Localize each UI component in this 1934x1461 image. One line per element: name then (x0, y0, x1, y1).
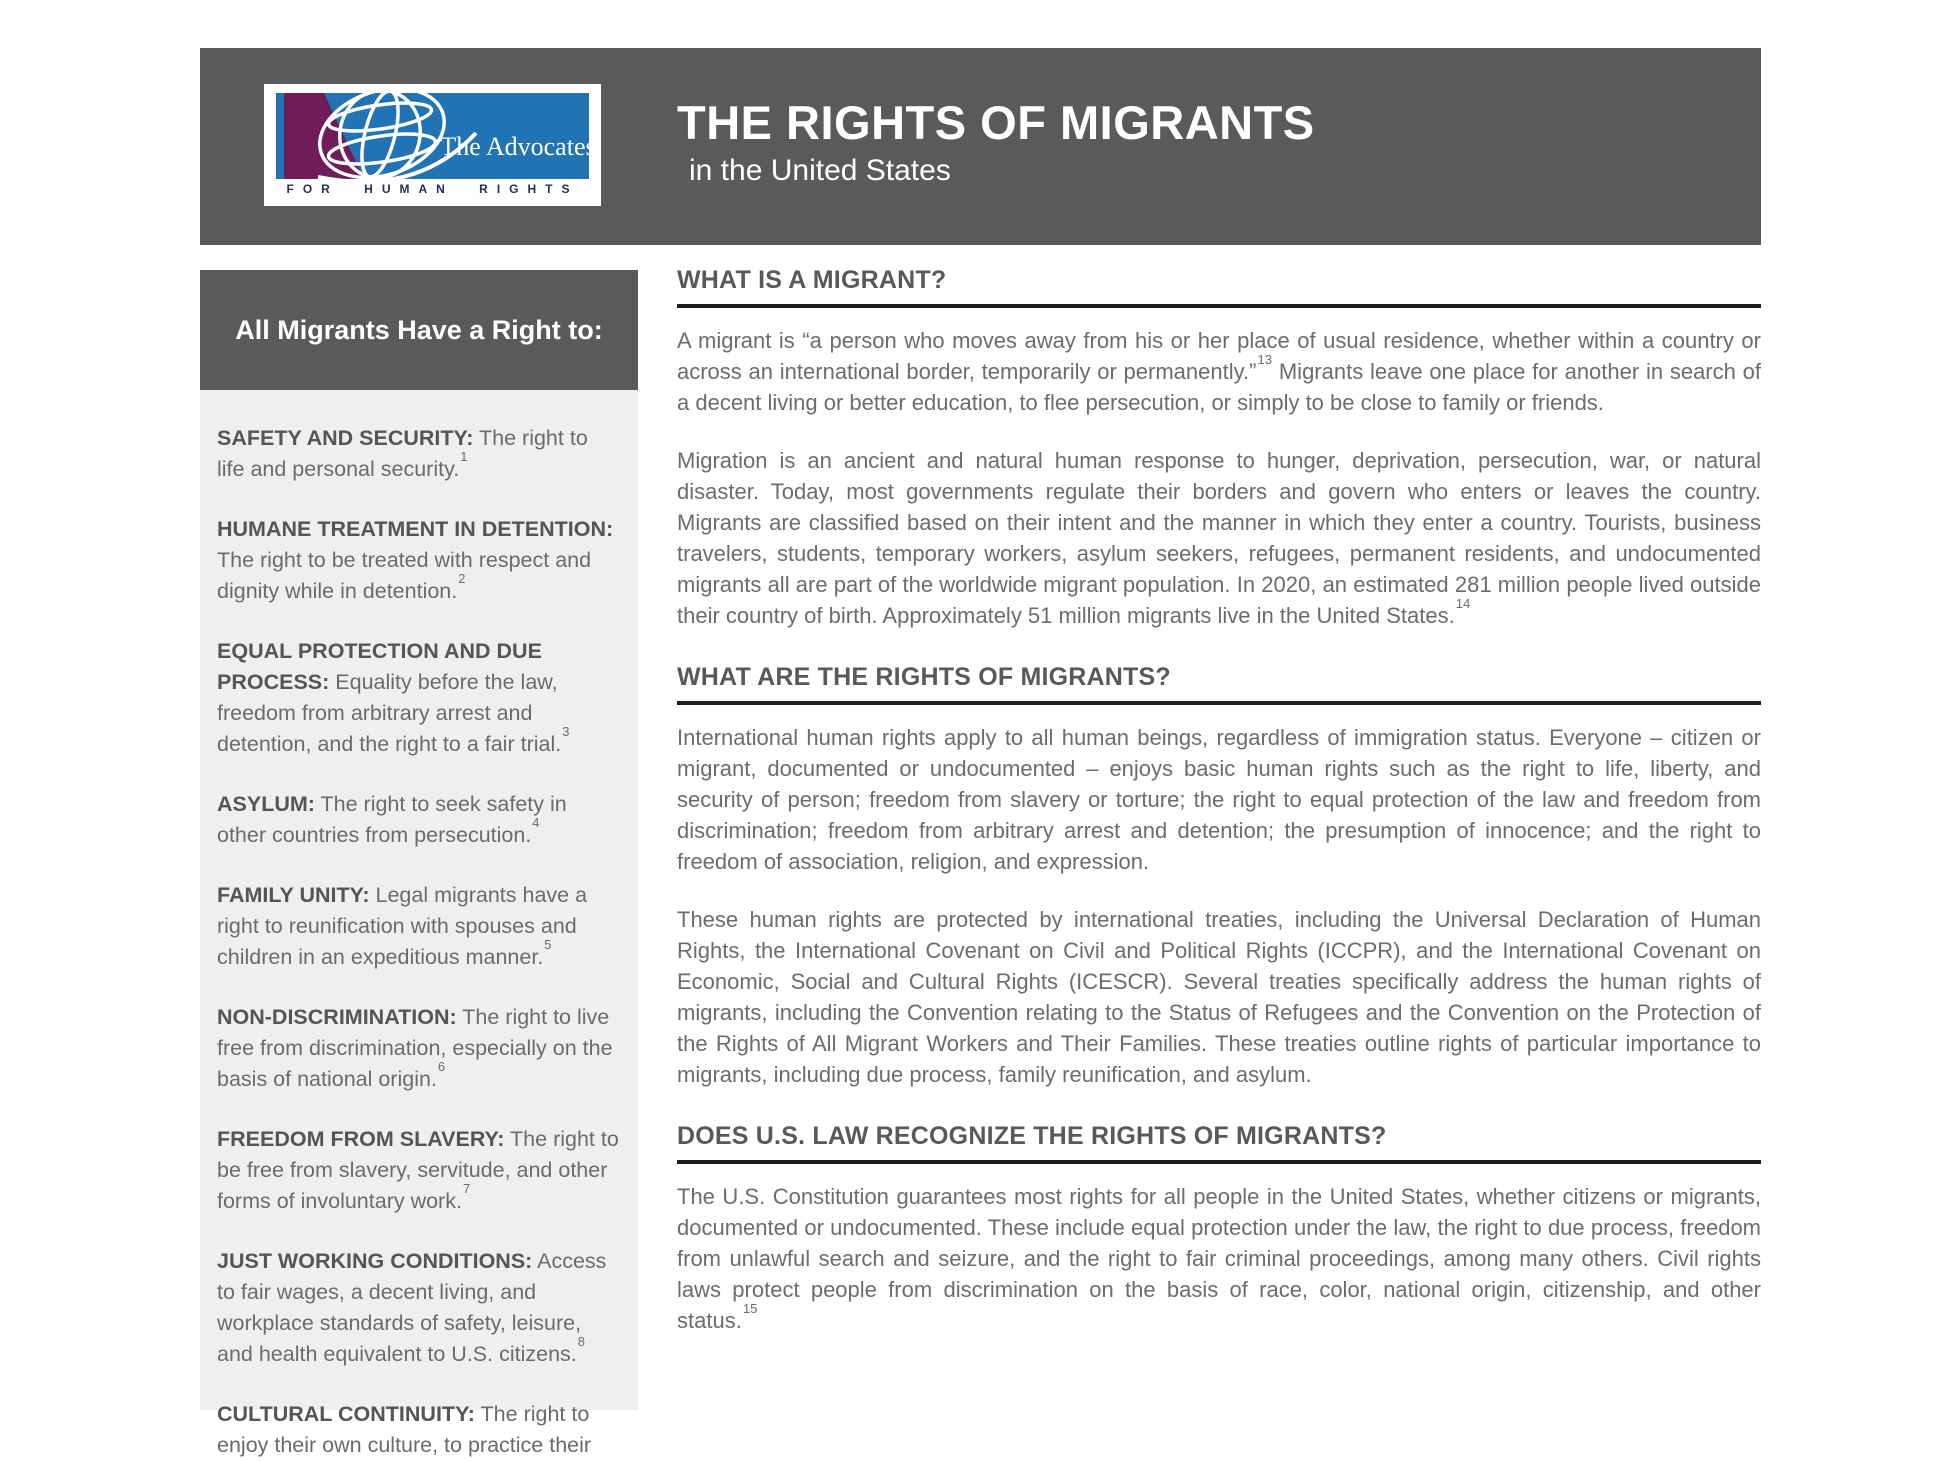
right-label: FAMILY UNITY: (217, 883, 370, 907)
footnote-reference: 13 (1257, 352, 1273, 368)
footnote-reference: 6 (437, 1059, 446, 1075)
right-label: EQUAL PROTECTION AND DUE PROCESS: (217, 639, 542, 694)
right-label: CULTURAL CONTINUITY: (217, 1402, 475, 1426)
section-heading: DOES U.S. LAW RECOGNIZE THE RIGHTS OF MIGRANTS? (677, 1122, 1761, 1164)
right-text: Equality before the law, freedom from arbitrary arrest and detention, and the right to a fair trial. (217, 670, 562, 756)
advocates-logo (264, 84, 601, 206)
rights-list-item (217, 1002, 620, 1095)
footnote-reference: 5 (544, 937, 552, 953)
rights-list-item (217, 514, 620, 607)
rights-list-item (217, 1246, 620, 1370)
rights-list-item (217, 880, 620, 973)
document-section (677, 266, 1761, 631)
section-heading: WHAT IS A MIGRANT? (677, 266, 1761, 308)
footnote-reference: 3 (562, 724, 570, 740)
body-paragraph: International human rights apply to all human beings, regardless of immigration status. Everyone – citizen or migrant, documented or undocumented – enjoys basic human rights such as the right to life, liberty, and security of person; freedom from slavery or torture; the right to equal protection of the law and freedom from discrimination; freedom from arbitrary arrest and detention; the presumption of innocence; and the right to freedom of association, religion, and expression. (677, 725, 1761, 874)
footnote-reference: 15 (742, 1301, 758, 1317)
right-label: SAFETY AND SECURITY: (217, 426, 474, 450)
rights-list (200, 390, 638, 1457)
footnote-reference: 1 (460, 449, 468, 465)
page-title: THE RIGHTS OF MIGRANTS (677, 96, 1315, 149)
right-text: The right to be treated with respect and dignity while in detention. (217, 548, 592, 603)
body-paragraph: The U.S. Constitution guarantees most rights for all people in the United States, whether citizens or migrants, documented or undocumented. These include equal protection under the law, the right to due process, freedom from unlawful search and seizure, and the right to fair criminal proceedings, among many others. Civil rights laws protect people from discrimination on the basis of race, color, national origin, citizenship, and other status.$^{15}$ (677, 1184, 1761, 1333)
rights-list-item (217, 1399, 620, 1461)
right-text: The right to life and personal security. (217, 426, 588, 481)
right-label: ASYLUM: (217, 792, 315, 816)
right-text: Access to fair wages, a decent living, and workplace standards of safety, leisure, and health equivalent to U.S. citizens. (217, 1249, 607, 1366)
footnote-reference: 2 (458, 571, 466, 587)
sidebar-header (200, 270, 638, 390)
right-text: The right to seek safety in other countries from persecution. (217, 792, 567, 847)
rights-list-item (217, 789, 620, 851)
sidebar (200, 270, 638, 1457)
right-label: HUMANE TREATMENT IN DETENTION: (217, 517, 614, 541)
logo-artwork (276, 93, 596, 179)
footnote-reference: 7 (462, 1181, 471, 1197)
right-text: The right to be free from slavery, servitude, and other forms of involuntary work. (217, 1127, 619, 1213)
body-paragraph: These human rights are protected by international treaties, including the Universal Declaration of Human Rights, the International Covenant on Civil and Political Rights (ICCPR), and the International Covenant on Economic, Social and Cultural Rights (ICESCR). Several treaties specifically address the human rights of migrants, including the Convention relating to the Status of Refugees and the Convention on the Protection of the Rights of All Migrant Workers and Their Families. These treaties outline rights of particular importance to migrants, including due process, family reunification, and asylum. (677, 907, 1761, 1087)
right-label: NON-DISCRIMINATION: (217, 1005, 457, 1029)
rights-list-item (217, 636, 620, 760)
rights-list-item (217, 1124, 620, 1217)
footnote-reference: 4 (532, 815, 540, 831)
footnote-reference: 14 (1455, 596, 1471, 612)
right-label: FREEDOM FROM SLAVERY: (217, 1127, 505, 1151)
logo-tagline: FOR HUMAN RIGHTS (286, 182, 579, 196)
section-heading: WHAT ARE THE RIGHTS OF MIGRANTS? (677, 663, 1761, 705)
header-bar (200, 48, 1761, 245)
title-block (677, 96, 1315, 188)
rights-list-item (217, 423, 620, 485)
right-text: The right to enjoy their own culture, to practice their (217, 1402, 592, 1457)
page-subtitle: in the United States (689, 154, 951, 188)
right-text: Legal migrants have a right to reunification with spouses and children in an expeditious manner. (217, 883, 588, 969)
main-content (677, 266, 1761, 1410)
logo-org-name: The Advocates (440, 132, 596, 161)
globe-icon (276, 93, 596, 179)
document-section (677, 663, 1761, 1090)
right-text: The right to live free from discrimination, especially on the basis of national origin. (217, 1005, 613, 1091)
right-label: JUST WORKING CONDITIONS: (217, 1249, 533, 1273)
body-paragraph: A migrant is “a person who moves away from his or her place of usual residence, whether within a country or across an international border, temporarily or permanently.”$^{13}$ Migrants leave one place for another in search of a decent living or better education, to flee persecution, or simply to be close to family or friends. (677, 328, 1761, 415)
document-section (677, 1122, 1761, 1336)
sidebar-title: All Migrants Have a Right to: (235, 314, 603, 345)
body-paragraph: Migration is an ancient and natural human response to hunger, deprivation, persecution, war, or natural disaster. Today, most governments regulate their borders and govern who enters or leaves the country. Migrants are classified based on their intent and the manner in which they enter a country. Tourists, business travelers, students, temporary workers, asylum seekers, refugees, permanent residents, and undocumented migrants all are part of the worldwide migrant population. In 2020, an estimated 281 million people lived outside their country of birth. Approximately 51 million migrants live in the United States.$^{14}$ (677, 448, 1761, 628)
footnote-reference: 8 (577, 1334, 585, 1350)
